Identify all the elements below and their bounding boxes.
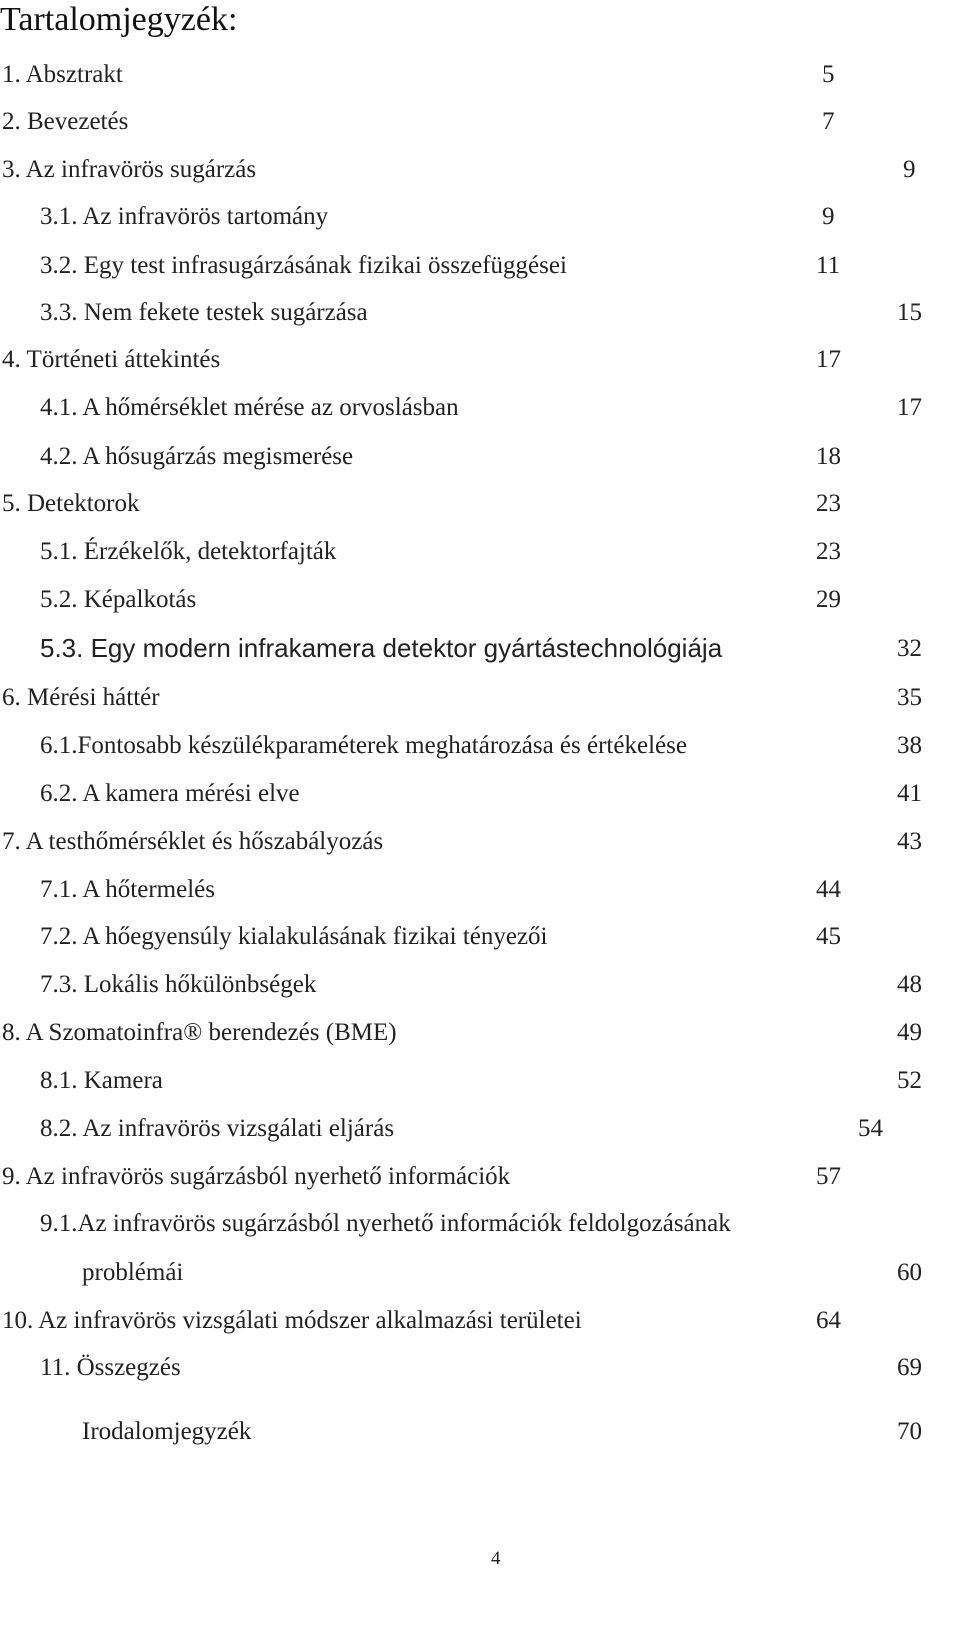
toc-entry-label: 2. Bevezetés (2, 108, 129, 135)
toc-entry-page: 69 (897, 1354, 922, 1381)
toc-entry-page: 52 (897, 1067, 922, 1094)
toc-entry-page: 15 (897, 299, 922, 326)
toc-entry-label: 5.2. Képalkotás (40, 586, 197, 613)
toc-entry-label: problémái (82, 1259, 184, 1286)
toc-entry-page: 5 (822, 61, 835, 88)
toc-entry-page: 29 (816, 586, 841, 613)
toc-entry-page: 57 (816, 1163, 841, 1190)
toc-entry-label: 9.1.Az infravörös sugárzásból nyerhető információk feldolgozásának (40, 1210, 731, 1237)
page-number: 4 (491, 1548, 501, 1569)
toc-entry-page: 48 (897, 971, 922, 998)
toc-entry-label: 7.2. A hőegyensúly kialakulásának fizikai tényezői (40, 923, 548, 950)
toc-entry-page: 23 (816, 538, 841, 565)
toc-entry-label: 1. Absztrakt (2, 61, 123, 88)
toc-entry-label: 6.2. A kamera mérési elve (40, 780, 300, 807)
toc-title: Tartalomjegyzék: (0, 1, 238, 38)
toc-entry-label: 4.1. A hőmérséklet mérése az orvoslásban (40, 394, 459, 421)
toc-entry-label: 8.1. Kamera (40, 1067, 163, 1094)
toc-entry-page: 32 (897, 635, 922, 662)
toc-entry-label: 3.2. Egy test infrasugárzásának fizikai összefüggései (40, 252, 567, 279)
toc-entry-label: 3.3. Nem fekete testek sugárzása (40, 299, 368, 326)
toc-entry-page: 9 (822, 203, 835, 230)
toc-entry-page: 64 (816, 1307, 841, 1334)
toc-entry-label: 7.1. A hőtermelés (40, 876, 215, 903)
toc-entry-label: 7. A testhőmérséklet és hőszabályozás (2, 828, 384, 855)
toc-entry-page: 43 (897, 828, 922, 855)
toc-entry-page: 11 (816, 252, 841, 279)
toc-entry-page: 23 (816, 490, 841, 517)
toc-entry-page: 41 (897, 780, 922, 807)
toc-entry-page: 17 (816, 346, 841, 373)
toc-entry-page: 49 (897, 1019, 922, 1046)
toc-entry-label: 3.1. Az infravörös tartomány (40, 203, 329, 230)
toc-entry-page: 18 (816, 443, 841, 470)
toc-entry-label: 5.3. Egy modern infrakamera detektor gyártástechnológiája (40, 633, 723, 663)
toc-entry-label: 6.1.Fontosabb készülékparaméterek meghatározása és értékelése (40, 732, 687, 759)
toc-entry-label: Irodalomjegyzék (82, 1418, 252, 1445)
toc-entry-label: 10. Az infravörös vizsgálati módszer alkalmazási területei (2, 1307, 582, 1334)
toc-entry-label: 7.3. Lokális hőkülönbségek (40, 971, 317, 998)
toc-entry-label: 8.2. Az infravörös vizsgálati eljárás (40, 1115, 395, 1142)
toc-entry-label: 4.2. A hősugárzás megismerése (40, 443, 354, 470)
toc-entry-label: 9. Az infravörös sugárzásból nyerhető információk (2, 1163, 511, 1190)
toc-entry-page: 44 (816, 876, 841, 903)
toc-entry-label: 11. Összegzés (40, 1354, 181, 1381)
toc-entry-label: 3. Az infravörös sugárzás (2, 156, 257, 183)
toc-entry-label: 5.1. Érzékelők, detektorfajták (40, 538, 337, 565)
toc-entry-page: 38 (897, 732, 922, 759)
toc-entry-page: 45 (816, 923, 841, 950)
toc-entry-label: 4. Történeti áttekintés (2, 346, 221, 373)
toc-entry-label: 8. A Szomatoinfra® berendezés (BME) (2, 1019, 397, 1046)
toc-entry-page: 17 (897, 394, 922, 421)
toc-entry-page: 54 (858, 1115, 883, 1142)
toc-entry-page: 70 (897, 1418, 922, 1445)
toc-entry-label: 6. Mérési háttér (2, 684, 160, 711)
toc-entry-page: 60 (897, 1259, 922, 1286)
toc-entry-label: 5. Detektorok (2, 490, 140, 517)
toc-entry-page: 35 (897, 684, 922, 711)
toc-entry-page: 7 (822, 108, 835, 135)
toc-entry-page: 9 (903, 156, 916, 183)
